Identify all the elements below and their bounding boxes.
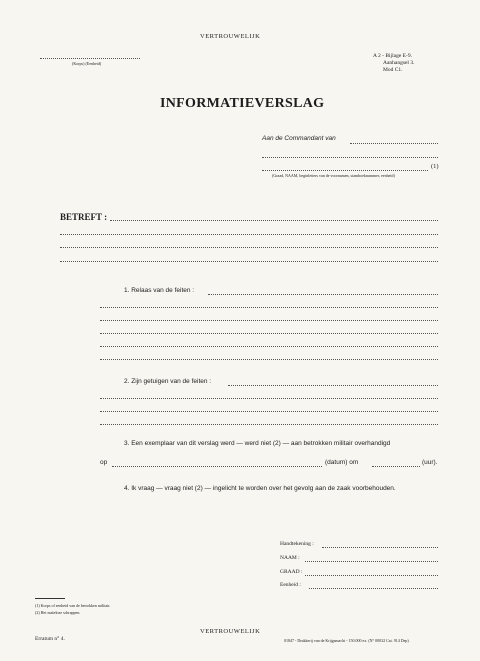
section-2-label: 2. Zijn getuigen van de feiten :: [124, 378, 212, 385]
addressee-line-1[interactable]: [350, 143, 438, 144]
betreft-line-1[interactable]: [110, 220, 438, 221]
section-3-time-line[interactable]: [372, 466, 420, 467]
unit-line[interactable]: [309, 588, 438, 589]
betreft-line-3[interactable]: [60, 247, 438, 248]
betreft-line-2[interactable]: [60, 234, 438, 235]
betreft-line-4[interactable]: [60, 261, 438, 262]
section-1-line-1[interactable]: [208, 294, 438, 295]
korps-line[interactable]: [40, 58, 140, 59]
section-1-line-4[interactable]: [100, 333, 438, 334]
section-3-date-line[interactable]: [112, 466, 322, 467]
ref-line-1: A 2 - Bijlage E-9.: [373, 53, 412, 59]
footnote-divider: [35, 598, 65, 599]
section-2-line-2[interactable]: [100, 398, 438, 399]
header-confidential-label: VERTROUWELIJK: [200, 33, 261, 40]
section-1-line-2[interactable]: [100, 307, 438, 308]
section-3-text: 3. Een exemplaar van dit verslag werd — werd niet (2) — aan betrokken militair overhandigd: [124, 440, 391, 447]
addressee-line-3[interactable]: [262, 170, 428, 171]
section-2-line-1[interactable]: [228, 385, 438, 386]
addressee-line-2[interactable]: [262, 157, 438, 158]
footnote-1: (1) Korps of eenheid van de betrokken militair.: [35, 603, 111, 608]
section-2-line-4[interactable]: [100, 424, 438, 425]
signature-label: Handtekening :: [280, 541, 314, 547]
footer-confidential-label: VERTROUWELIJK: [200, 628, 261, 635]
printer-info: 01847 - Drukkerij van de Krijgsmacht - 150.000 ex. (N° 00032 Cat. 914 Dep): [284, 638, 409, 643]
name-label: NAAM :: [280, 555, 300, 561]
section-3-op: op: [100, 459, 108, 466]
name-line[interactable]: [305, 561, 438, 562]
addressee-label: Aan de Commandant van: [262, 135, 336, 142]
rank-line[interactable]: [305, 575, 438, 576]
addressee-note-marker: (1): [431, 163, 439, 170]
section-1-line-3[interactable]: [100, 320, 438, 321]
section-3-uur: (uur).: [422, 459, 438, 466]
ref-line-3: Mod C1.: [383, 67, 403, 73]
addressee-note: (Graad, NAAM, beginletters van de voornamen, stamboeknummer, eenheid): [272, 173, 395, 178]
korps-label: (Korps) (Eenheid): [72, 61, 102, 66]
section-1-label: 1. Relaas van de feiten :: [124, 287, 195, 294]
ref-line-2: Aanhangsel 3.: [383, 60, 415, 66]
betreft-label: BETREFT :: [60, 212, 108, 222]
footnote-2: (2) Het nutteloze schrappen.: [35, 610, 81, 615]
section-1-line-5[interactable]: [100, 346, 438, 347]
rank-label: GRAAD :: [280, 569, 303, 575]
erratum-label: Erratum n° 4.: [35, 636, 65, 642]
signature-line[interactable]: [322, 547, 438, 548]
unit-label: Eenheid :: [280, 582, 301, 588]
section-4-text: 4. Ik vraag — vraag niet (2) — ingelicht te worden over het gevolg aan de zaak voorbehouden.: [124, 485, 396, 492]
document-title: INFORMATIEVERSLAG: [160, 96, 325, 111]
section-3-datum: (datum) om: [325, 459, 359, 466]
section-2-line-3[interactable]: [100, 411, 438, 412]
section-1-line-6[interactable]: [100, 359, 438, 360]
